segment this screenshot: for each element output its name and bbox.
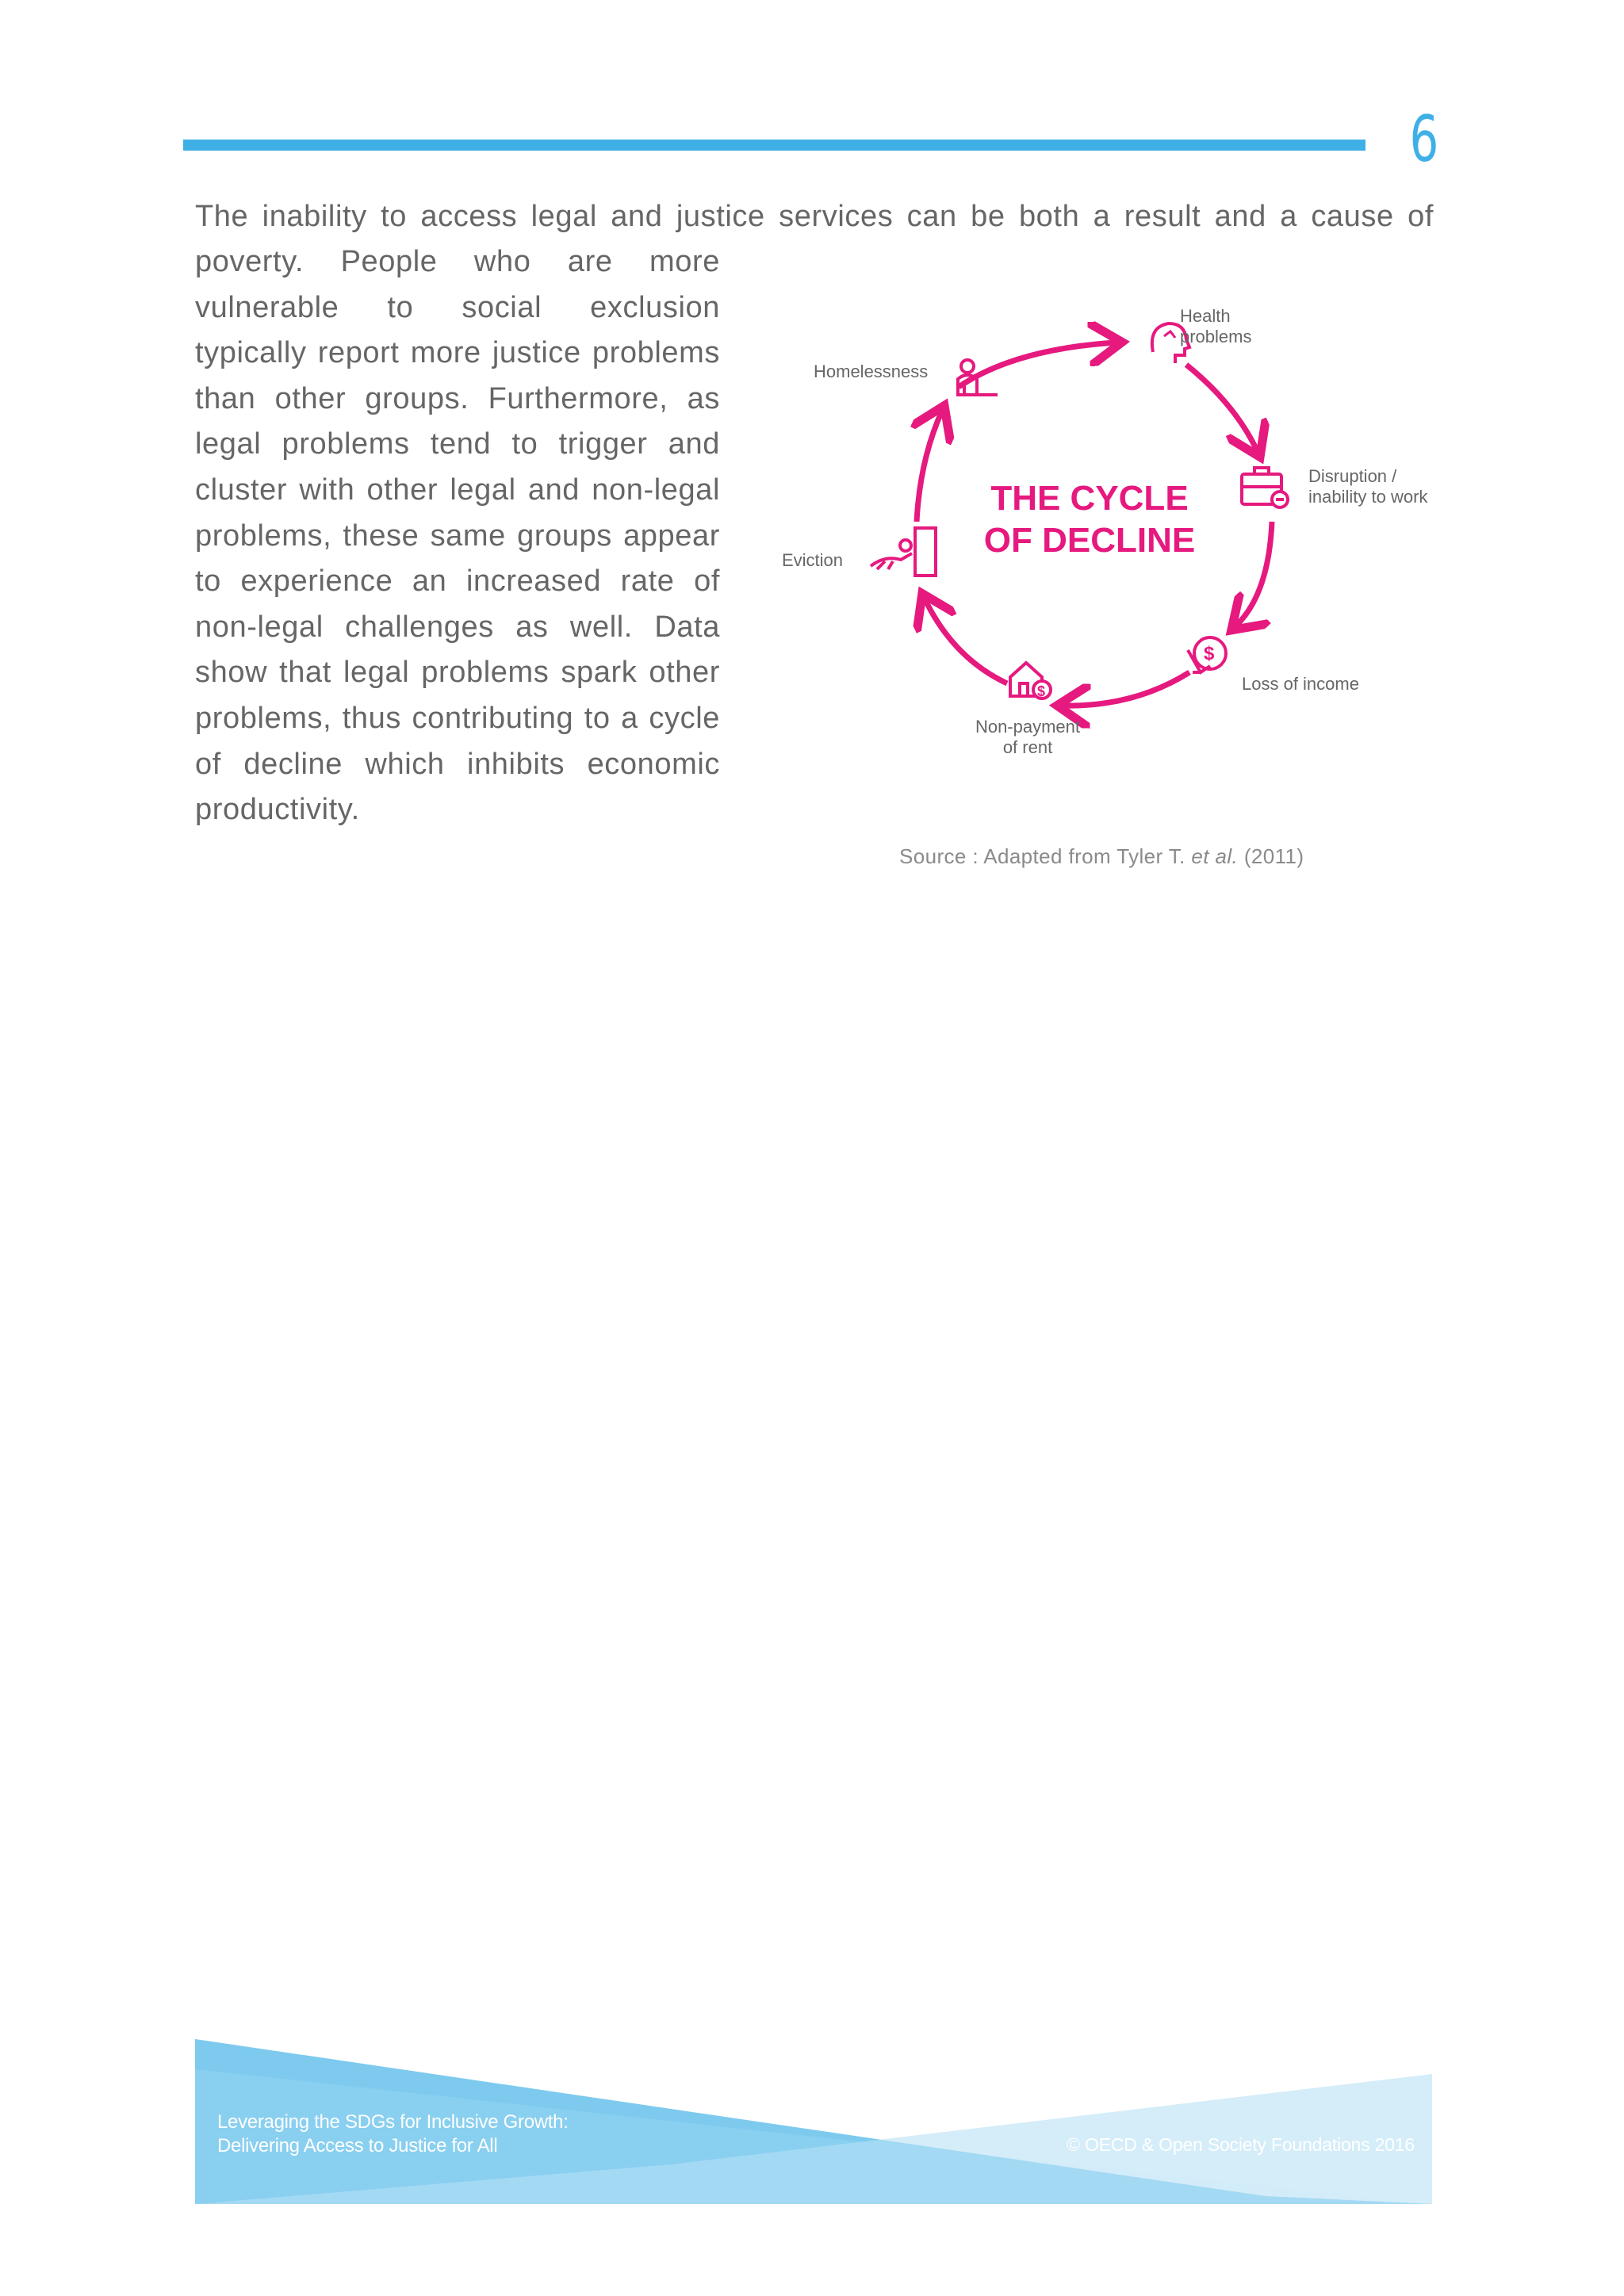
page-number: 6 bbox=[1409, 102, 1439, 176]
arc-homelessness-to-health bbox=[959, 342, 1116, 387]
footer-title-line2: Delivering Access to Justice for All bbox=[217, 2135, 498, 2156]
footer-copyright: © OECD & Open Society Foundations 2016 bbox=[1067, 2134, 1415, 2155]
stage-label-health-l1: Health bbox=[1180, 306, 1231, 326]
stage-label-rent-l2: of rent bbox=[1002, 737, 1053, 757]
arc-health-to-disruption bbox=[1186, 365, 1258, 452]
arc-loss-to-rent bbox=[1063, 672, 1189, 706]
stage-label-loss: Loss of income bbox=[1242, 674, 1359, 694]
figure-source bbox=[899, 844, 1304, 869]
stage-label-homelessness: Homelessness bbox=[814, 362, 929, 381]
page-footer bbox=[195, 2038, 1432, 2204]
cycle-title-line2: OF DECLINE bbox=[983, 521, 1196, 560]
svg-text:$: $ bbox=[1037, 683, 1046, 699]
cycle-of-decline-diagram bbox=[761, 293, 1443, 785]
body-paragraph-continuation: poverty. People who are more vulnerable to social exclusion typically report more justice problems than other groups. Furthermore, as legal problems tend to trigger and cluster with other legal and non-legal problems, these same groups appear to experience an increased rate of non-legal challenges as well. Data show that legal problems spark other problems, thus contributing to a cycle of decline which inhibits economic productivity. bbox=[195, 245, 720, 827]
svg-text:$: $ bbox=[1204, 643, 1215, 664]
arc-disruption-to-loss bbox=[1235, 522, 1272, 626]
footer-title-line1: Leveraging the SDGs for Inclusive Growth: bbox=[217, 2111, 569, 2133]
briefcase-icon bbox=[1242, 468, 1288, 507]
source-italic: et al. bbox=[1191, 844, 1239, 868]
source-prefix: Source : Adapted from Tyler T. bbox=[899, 844, 1185, 868]
arc-eviction-to-homelessness bbox=[917, 411, 942, 522]
cycle-title-line1: THE CYCLE bbox=[990, 479, 1189, 518]
source-suffix: (2011) bbox=[1243, 844, 1304, 868]
header-rule bbox=[183, 140, 1365, 151]
eviction-icon bbox=[871, 528, 936, 576]
stage-label-rent-l1: Non-payment bbox=[975, 717, 1081, 737]
stage-label-eviction: Eviction bbox=[782, 550, 844, 570]
stage-label-health-l2: problems bbox=[1180, 327, 1252, 346]
stage-label-disruption-l1: Disruption / bbox=[1308, 466, 1397, 486]
dollar-down-icon bbox=[1188, 637, 1226, 672]
footer-title bbox=[217, 2110, 569, 2158]
stage-label-disruption-l2: inability to work bbox=[1308, 487, 1428, 507]
house-dollar-icon bbox=[1010, 663, 1051, 699]
arc-rent-to-eviction bbox=[925, 599, 1007, 683]
body-paragraph-first-line: The inability to access legal and justice services can be both a result and a cause of bbox=[195, 200, 1434, 233]
